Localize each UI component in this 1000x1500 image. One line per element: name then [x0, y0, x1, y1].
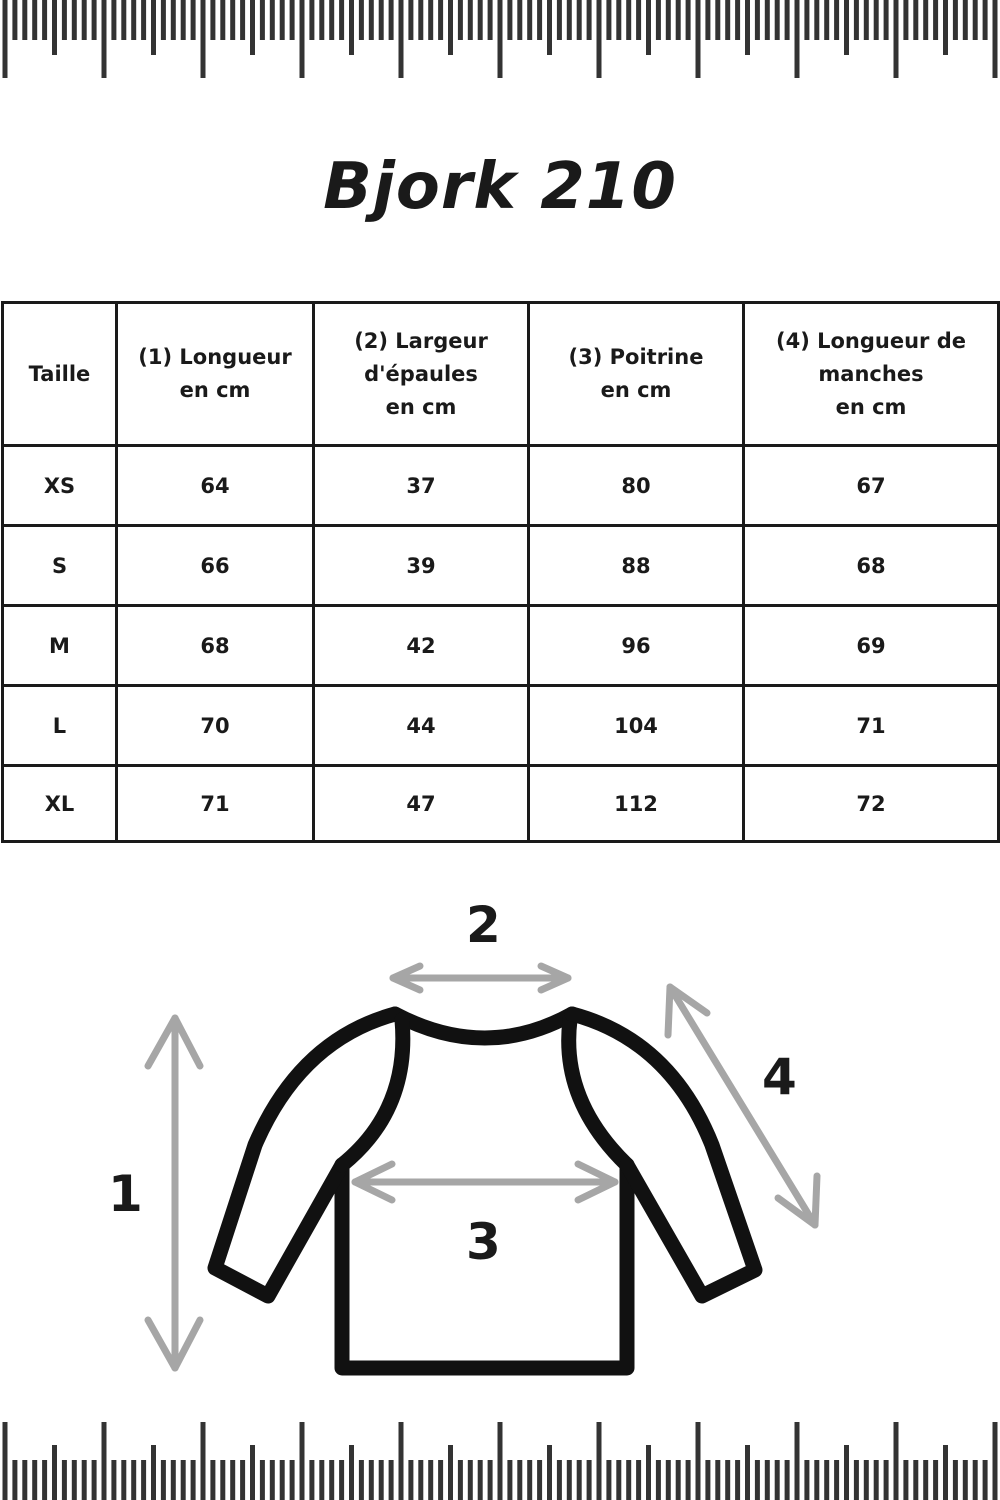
table-header-row — [3, 303, 999, 446]
label-shoulders: 2 — [466, 896, 501, 954]
cell-sleeve-length: 71 — [744, 686, 999, 766]
cell-chest: 104 — [529, 686, 744, 766]
cell-sleeve-length: 68 — [744, 526, 999, 606]
cell-sleeve-length: 72 — [744, 766, 999, 842]
cell-chest: 88 — [529, 526, 744, 606]
label-chest: 3 — [466, 1213, 501, 1271]
ruler-bottom — [0, 1420, 1000, 1500]
ruler-top — [0, 0, 1000, 80]
header-chest: (3) Poitrine en cm — [529, 303, 744, 446]
cell-size: S — [3, 526, 117, 606]
header-size: Taille — [3, 303, 117, 446]
cell-chest: 80 — [529, 446, 744, 526]
cell-shoulder-width: 47 — [314, 766, 529, 842]
cell-sleeve-length: 67 — [744, 446, 999, 526]
cell-size: XS — [3, 446, 117, 526]
table-row — [3, 526, 999, 606]
cell-length: 71 — [117, 766, 314, 842]
measurement-diagram — [0, 880, 1000, 1410]
cell-size: L — [3, 686, 117, 766]
cell-sleeve-length: 69 — [744, 606, 999, 686]
cell-size: XL — [3, 766, 117, 842]
header-length: (1) Longueur en cm — [117, 303, 314, 446]
header-sleeve-length: (4) Longueur de manches en cm — [744, 303, 999, 446]
cell-chest: 96 — [529, 606, 744, 686]
page-title: Bjork 210 — [323, 150, 677, 224]
label-sleeve: 4 — [762, 1048, 797, 1106]
cell-length: 70 — [117, 686, 314, 766]
cell-shoulder-width: 42 — [314, 606, 529, 686]
table-row — [3, 686, 999, 766]
arrow-chest-icon — [355, 1164, 615, 1200]
label-length: 1 — [108, 1165, 143, 1223]
sweater-outline-icon — [215, 1014, 755, 1368]
cell-length: 66 — [117, 526, 314, 606]
cell-shoulder-width: 44 — [314, 686, 529, 766]
size-table — [1, 301, 1000, 843]
table-row — [3, 766, 999, 842]
cell-length: 64 — [117, 446, 314, 526]
arrow-shoulders-icon — [393, 966, 568, 990]
sweater-illustration — [0, 880, 1000, 1410]
table-row — [3, 606, 999, 686]
cell-size: M — [3, 606, 117, 686]
cell-shoulder-width: 37 — [314, 446, 529, 526]
table-row — [3, 446, 999, 526]
header-shoulder-width: (2) Largeur d'épaules en cm — [314, 303, 529, 446]
cell-length: 68 — [117, 606, 314, 686]
arrow-length-icon — [148, 1018, 200, 1368]
cell-shoulder-width: 39 — [314, 526, 529, 606]
cell-chest: 112 — [529, 766, 744, 842]
